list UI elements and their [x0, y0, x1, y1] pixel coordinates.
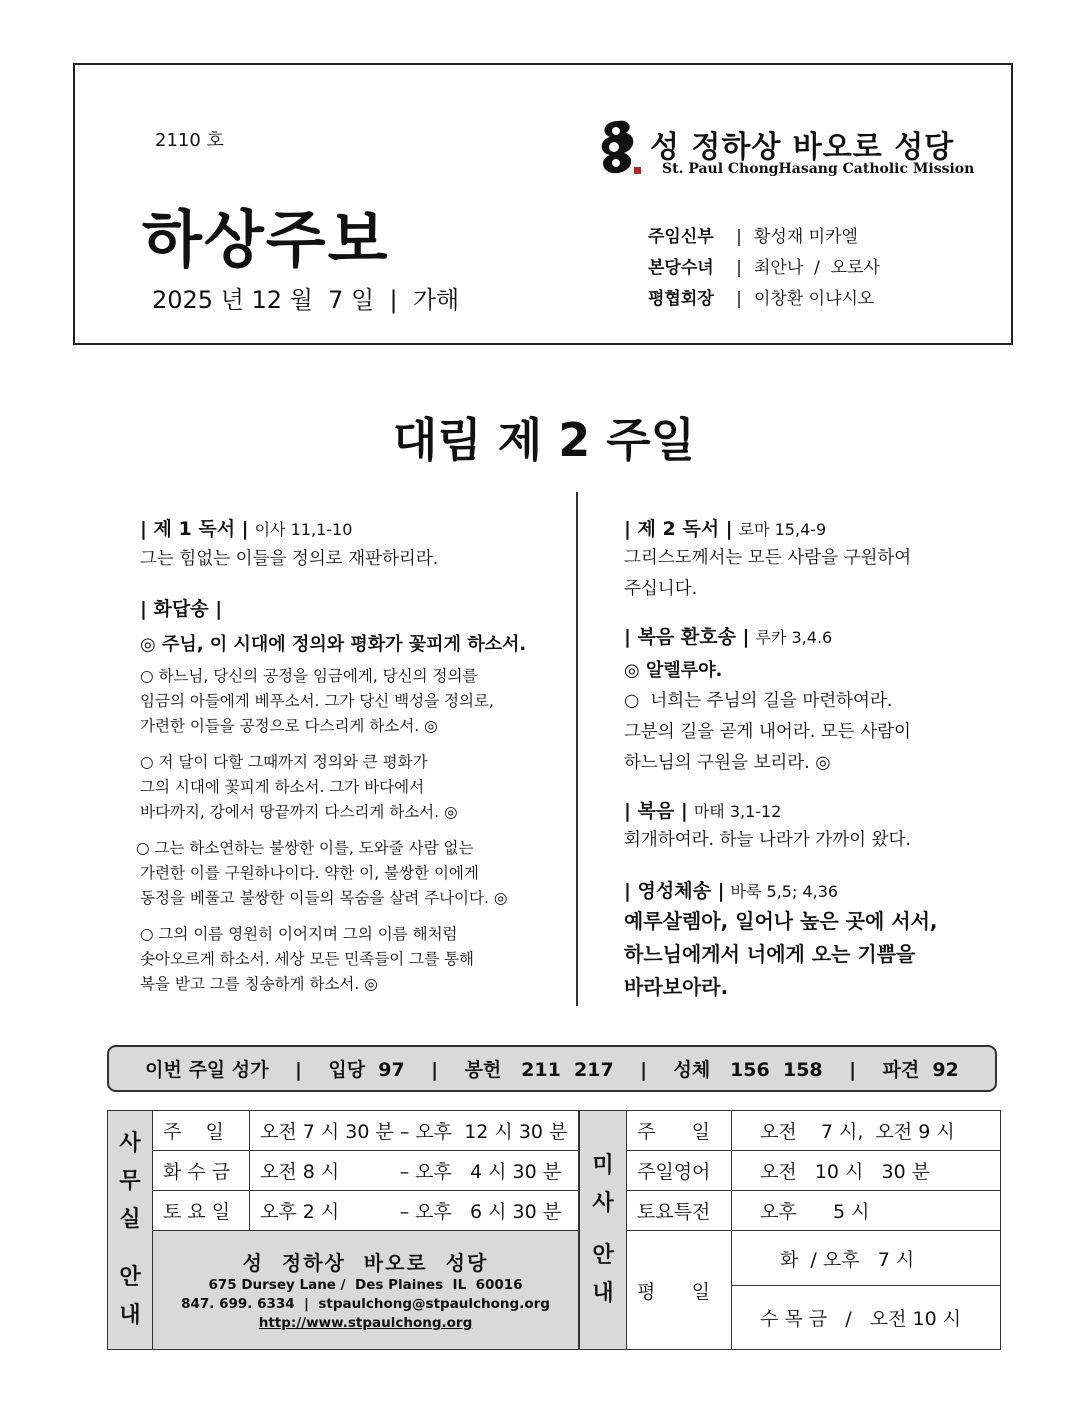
side-char: 실	[119, 1207, 141, 1232]
church-name: 성 정하상 바오로 성당	[650, 130, 955, 165]
text-line: ○ 너희는 주님의 길을 마련하여라.	[624, 691, 893, 711]
contact-church-name: 성 정하상 바오로 성당	[242, 1251, 489, 1275]
mass-day: 주 일	[627, 1111, 732, 1151]
date-line: 2025 년 12 월 7 일 | 가해	[152, 286, 460, 314]
office-day: 토 요 일	[153, 1191, 250, 1231]
communion-antiphon	[624, 905, 938, 1004]
verse-line: 복을 받고 그를 칭송하게 하소서. ◎	[140, 975, 378, 993]
mass-weekday-time: 화 / 오후 7 시	[732, 1231, 1001, 1286]
verse-line: ○ 그의 이름 영원히 이어지며 그의 이름 해처럼	[140, 925, 458, 943]
contact-info	[153, 1231, 579, 1350]
mass-time: 오전 10 시 30 분	[732, 1151, 1001, 1191]
alleluia-ref: 루카 3,4.6	[755, 628, 833, 647]
church-english-name: St. Paul ChongHasang Catholic Mission	[662, 161, 975, 177]
gospel-heading	[624, 796, 781, 823]
reading2-label: | 제 2 독서 |	[624, 518, 733, 540]
reading1-label: | 제 1 독서 |	[140, 518, 249, 540]
mass-side-label	[580, 1111, 627, 1350]
reading2-ref: 로마 15,4-9	[738, 520, 827, 539]
verse-line: 가련한 이를 구원하나이다. 약한 이, 불쌍한 이에게	[140, 864, 479, 882]
verse-line: ○ 그는 하소연하는 불쌍한 이를, 도와줄 사람 없는	[136, 839, 474, 857]
staff-council-president: 평협회장 | 이창환 이냐시오	[648, 284, 874, 309]
office-hours-table	[107, 1110, 579, 1350]
verse-line: 임금의 아들에게 베푸소서. 그가 당신 백성을 정의로,	[140, 692, 494, 710]
gospel-text: 회개하여라. 하늘 나라가 가까이 왔다.	[624, 830, 911, 850]
psalm-heading: | 화답송 |	[140, 598, 223, 620]
text-line: 하느님에게서 너에게 오는 기쁨을	[624, 942, 916, 966]
text-line: 하느님의 구원을 보리라. ◎	[624, 753, 831, 773]
mass-weekday-label: 평 일	[627, 1231, 732, 1350]
contact-address: 675 Dursey Lane / Des Plaines IL 60016	[208, 1277, 523, 1293]
side-char: 무	[119, 1169, 141, 1194]
office-day: 주 일	[153, 1111, 250, 1151]
office-time: 오전 7 시 30 분 – 오후 12 시 30 분	[250, 1111, 579, 1151]
reading1-heading	[140, 514, 352, 541]
staff-name: 최안나 / 오로사	[754, 258, 880, 278]
verse-line: 가련한 이들을 공정으로 다스리게 하소서. ◎	[140, 717, 438, 735]
mass-day: 주일영어	[627, 1151, 732, 1191]
psalm-verse	[140, 750, 458, 825]
text-line: 주십니다.	[624, 579, 698, 599]
column-divider	[576, 492, 578, 1006]
staff-role: 평협회장	[648, 289, 714, 309]
staff-name: 이창환 이냐시오	[754, 289, 875, 309]
alleluia-verse	[624, 686, 911, 779]
staff-role: 주임신부	[648, 227, 714, 247]
text-line: 그분의 길을 곧게 내어라. 모든 사람이	[624, 722, 911, 742]
office-side-label	[108, 1111, 153, 1350]
verse-line: 그의 시대에 꽃피게 하소서. 그가 바다에서	[140, 778, 425, 796]
communion-ref: 바룩 5,5; 4,36	[730, 882, 839, 901]
alleluia-response: ◎ 알렐루야.	[624, 660, 723, 681]
contact-phone-email[interactable]: 847. 699. 6334 | stpaulchong@stpaulchong.org	[181, 1296, 550, 1312]
psalm-verse	[140, 922, 474, 997]
side-char: 미	[592, 1153, 614, 1178]
text-line: 예루살렘아, 일어나 높은 곳에 서서,	[624, 909, 938, 933]
side-char: 안	[592, 1243, 614, 1268]
side-char: 사	[592, 1191, 614, 1216]
office-day: 화 수 금	[153, 1151, 250, 1191]
verse-line: 솟아오르게 하소서. 세상 모든 민족들이 그를 통해	[140, 950, 474, 968]
communion-heading	[624, 876, 838, 903]
gospel-label: | 복음 |	[624, 800, 688, 822]
psalm-verse	[140, 664, 494, 739]
reading1-ref: 이사 11,1-10	[254, 520, 353, 539]
staff-role: 본당수녀	[648, 258, 714, 278]
alleluia-heading	[624, 622, 832, 649]
mass-day: 토요특전	[627, 1191, 732, 1231]
side-char: 사	[119, 1131, 141, 1156]
psalm-response: ◎ 주님, 이 시대에 정의와 평화가 꽃피게 하소서.	[140, 634, 527, 655]
mass-weekday-time: 수 목 금 / 오전 10 시	[732, 1286, 1001, 1350]
sunday-title: 대림 제 2 주일	[392, 413, 696, 467]
alleluia-label: | 복음 환호송 |	[624, 626, 750, 648]
verse-line: ○ 저 달이 다할 그때까지 정의와 큰 평화가	[140, 753, 428, 771]
side-char: 내	[592, 1281, 614, 1306]
bulletin-title: 하상주보	[142, 203, 390, 276]
reading1-text: 그는 힘없는 이들을 정의로 재판하리라.	[140, 549, 439, 569]
psalm-verse	[136, 836, 507, 911]
issue-number: 2110 호	[155, 130, 224, 151]
text-line: 그리스도께서는 모든 사람을 구원하여	[624, 548, 912, 568]
verse-line: ○ 하느님, 당신의 공정을 임금에게, 당신의 정의를	[140, 667, 478, 685]
website-link[interactable]: http://www.stpaulchong.org	[258, 1315, 473, 1331]
office-time: 오전 8 시 – 오후 4 시 30 분	[250, 1151, 579, 1191]
side-char: 내	[119, 1303, 141, 1328]
verse-line: 동정을 베풀고 불쌍한 이들의 목숨을 살려 주나이다. ◎	[140, 889, 508, 907]
mass-time: 오전 7 시, 오전 9 시	[732, 1111, 1001, 1151]
mass-time: 오후 5 시	[732, 1191, 1001, 1231]
hymn-numbers-bar: 이번 주일 성가 | 입당 97 | 봉헌 211 217 | 성체 156 158 | 파견 92	[107, 1045, 997, 1092]
reading2-heading	[624, 514, 826, 541]
gospel-ref: 마태 3,1-12	[693, 802, 782, 821]
text-line: 바라보아라.	[624, 975, 729, 999]
church-logo-icon	[596, 117, 642, 179]
office-time: 오후 2 시 – 오후 6 시 30 분	[250, 1191, 579, 1231]
communion-label: | 영성체송 |	[624, 880, 725, 902]
staff-pastor: 주임신부 | 황성재 미카엘	[648, 222, 858, 247]
reading2-text	[624, 543, 911, 605]
mass-schedule-table	[579, 1110, 1001, 1350]
staff-sisters: 본당수녀 | 최안나 / 오로사	[648, 253, 880, 278]
staff-name: 황성재 미카엘	[754, 227, 858, 247]
side-char: 안	[119, 1265, 141, 1290]
verse-line: 바다까지, 강에서 땅끝까지 다스리게 하소서. ◎	[140, 803, 458, 821]
